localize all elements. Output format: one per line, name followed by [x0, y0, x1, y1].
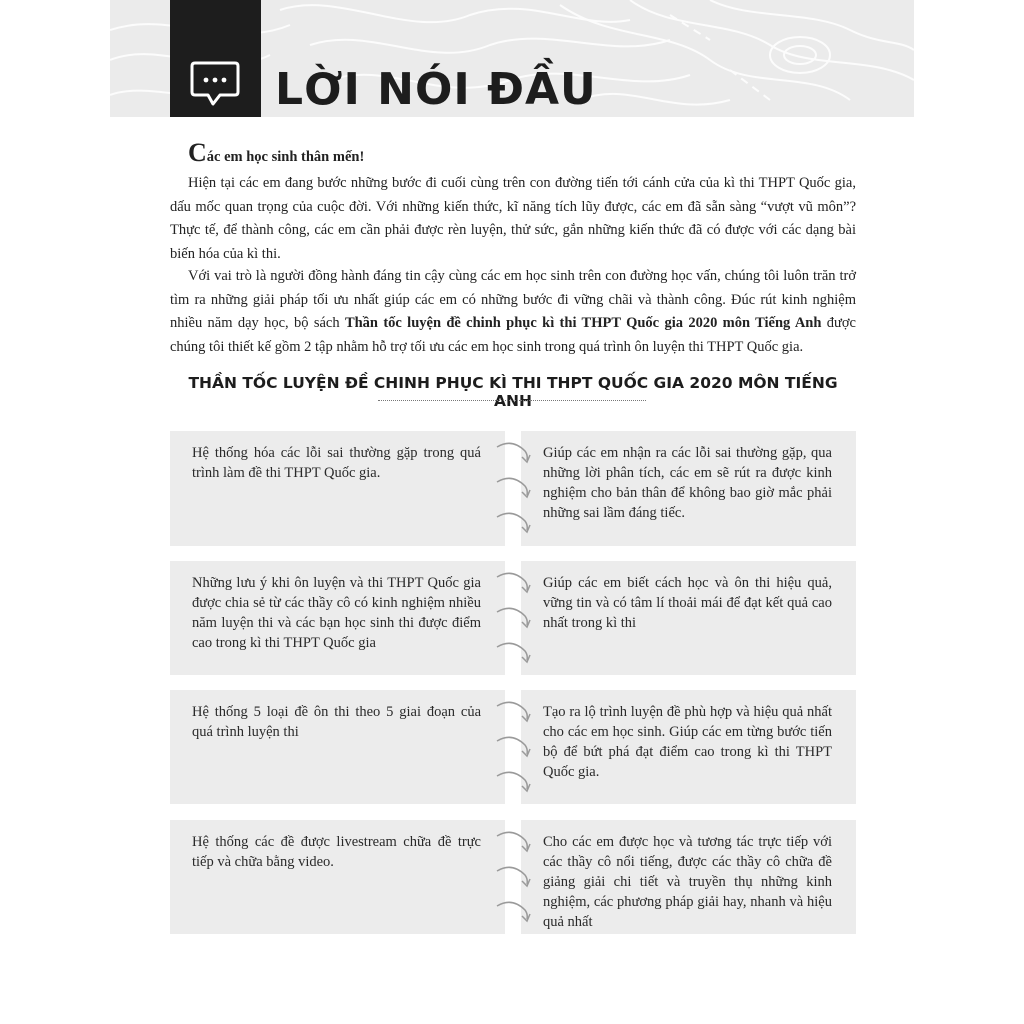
chat-bubble-icon — [189, 60, 241, 108]
feature-right-text: Giúp các em biết cách học và ôn thi hiệu quả, vững tin và có tâm lí thoải mái để đạt kết quả cao nhất trong kì thi — [543, 575, 832, 631]
book-title: Thần tốc luyện đề chinh phục kì thi THPT Quốc gia 2020 môn Tiếng Anh — [344, 315, 822, 331]
section-title: THẦN TỐC LUYỆN ĐỀ CHINH PHỤC KÌ THI THPT QUỐC GIA 2020 MÔN TIẾNG ANH — [188, 374, 838, 410]
curved-arrow-icon — [494, 440, 532, 466]
curved-arrow-icon — [494, 605, 532, 631]
feature-left-text: Hệ thống các đề được livestream chữa đề trực tiếp và chữa bằng video. — [192, 834, 481, 870]
feature-left-text: Hệ thống hóa các lỗi sai thường gặp trong quá trình làm đề thi THPT Quốc gia. — [192, 445, 481, 481]
page-title: LỜI NÓI ĐẦU — [275, 64, 597, 115]
feature-left-3 — [170, 690, 505, 804]
intro-paragraph-1: Hiện tại các em đang bước những bước đi cuối cùng trên con đường tiến tới cánh cửa của kì thi THPT Quốc gia, dấu mốc quan trọng của cuộc đời. Với những kiến thức, kĩ năng tích lũy được, các em đã sẵn sàng “vượt vũ môn”? Thực tế, để thành công, các em cần phải được rèn luyện, thử sức, gắn những kiến thức đã có được với các dạng bài biến hóa của kì thi. — [170, 175, 856, 262]
feature-left-text: Hệ thống 5 loại đề ôn thi theo 5 giai đoạn của quá trình luyện thi — [192, 704, 481, 740]
feature-right-4 — [521, 820, 856, 934]
feature-right-2 — [521, 561, 856, 675]
curved-arrow-icon — [494, 734, 532, 760]
feature-right-text: Giúp các em nhận ra các lỗi sai thường gặp, qua những lời phân tích, các em sẽ rút ra được kinh nghiệm cho bản thân để không bao giờ mắc phải những sai lầm đáng tiếc. — [543, 445, 832, 521]
curved-arrow-icon — [494, 570, 532, 596]
feature-right-text: Tạo ra lộ trình luyện đề phù hợp và hiệu quả nhất cho các em học sinh. Giúp các em từng bước tiến bộ để bứt phá đạt điểm cao trong kì thi THPT Quốc gia. — [543, 704, 832, 780]
curved-arrow-icon — [494, 829, 532, 855]
feature-right-text: Cho các em được học và tương tác trực tiếp với các thầy cô nổi tiếng, được các thầy cô chữa đề giảng giải chi tiết và truyền thụ những kinh nghiệm, các phương pháp giải hay, nhanh và hiệu quả nhất — [543, 834, 832, 930]
header-icon-block — [170, 0, 261, 117]
feature-right-3 — [521, 690, 856, 804]
arrow-group-1 — [494, 440, 532, 545]
curved-arrow-icon — [494, 864, 532, 890]
curved-arrow-icon — [494, 699, 532, 725]
greeting — [188, 140, 364, 166]
greeting-text: ác em học sinh thân mến! — [206, 149, 365, 165]
curved-arrow-icon — [494, 510, 532, 536]
feature-left-1 — [170, 431, 505, 546]
curved-arrow-icon — [494, 640, 532, 666]
intro-paragraph-2-start: Với vai trò là người đồng hành đáng tin cậy cùng các em học sinh trên con đường học vấn, chúng tôi luôn trăn trở tìm ra những giải pháp tối ưu nhất giúp các em có những bước đi vững chãi và thành công. Đúc rút kinh nghiệm nhiều năm dạy học, bộ sách — [170, 268, 856, 331]
feature-left-4 — [170, 820, 505, 934]
arrow-group-3 — [494, 699, 532, 804]
curved-arrow-icon — [494, 769, 532, 795]
arrow-group-2 — [494, 570, 532, 675]
dotted-divider — [378, 400, 646, 401]
curved-arrow-icon — [494, 475, 532, 501]
greeting-dropcap: C — [188, 138, 207, 167]
intro-paragraph-2-end: được chúng tôi thiết kế gồm 2 tập nhằm hỗ trợ tối ưu các em học sinh trong quá trình ôn luyện thi THPT Quốc gia. — [170, 315, 856, 355]
feature-right-1 — [521, 431, 856, 546]
curved-arrow-icon — [494, 899, 532, 925]
feature-left-text: Những lưu ý khi ôn luyện và thi THPT Quốc gia được chia sẻ từ các thầy cô có kinh nghiệm nhiều năm luyện thi và các bạn học sinh thi được điểm cao trong kì thi THPT Quốc gia — [192, 575, 481, 651]
arrow-group-4 — [494, 829, 532, 934]
feature-left-2 — [170, 561, 505, 675]
intro-paragraph-2 — [170, 265, 856, 359]
